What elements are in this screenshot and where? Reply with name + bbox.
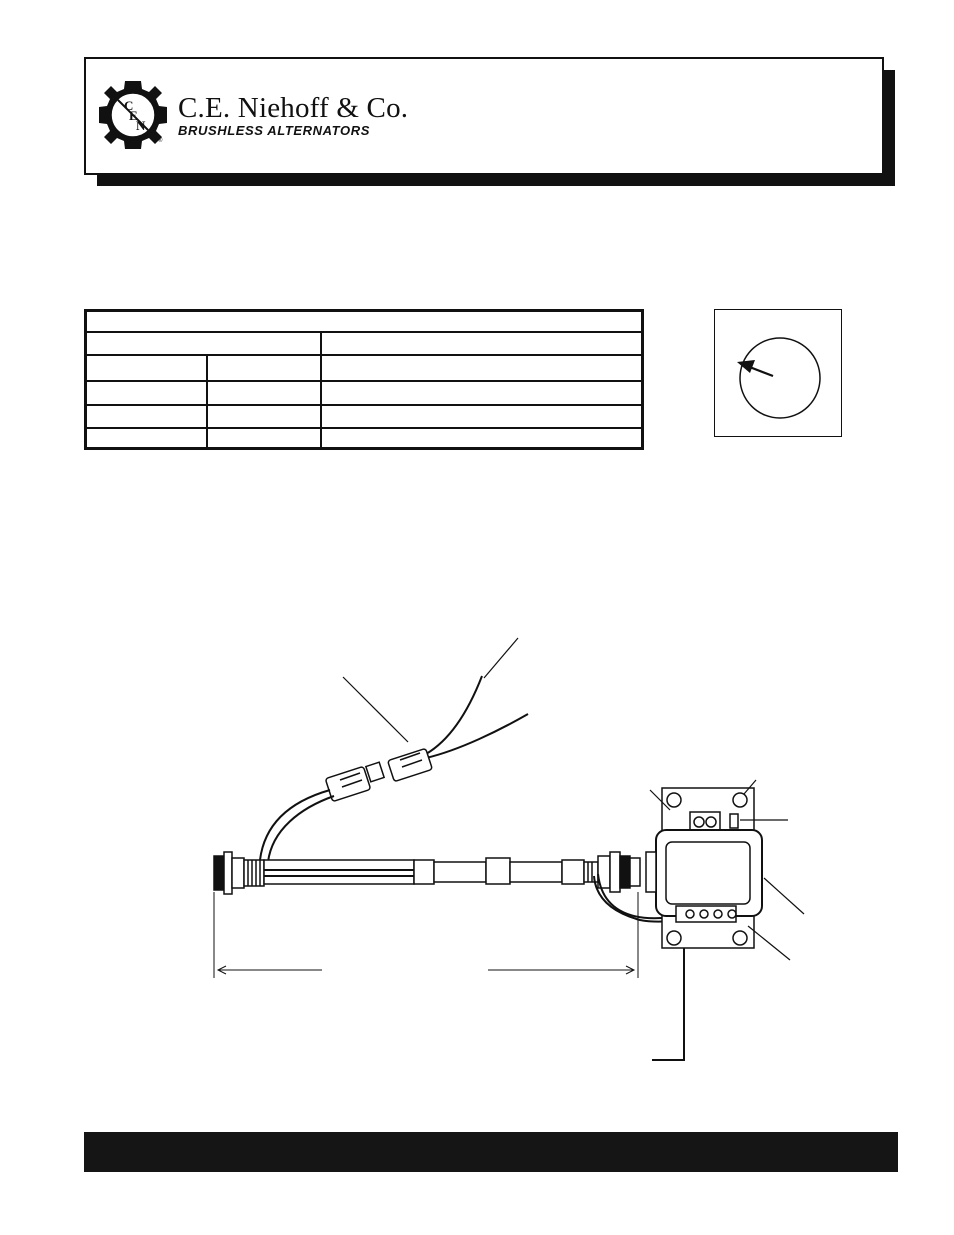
table-rule xyxy=(87,331,641,333)
table-rule xyxy=(87,380,641,382)
wire xyxy=(268,796,334,862)
harness-plug-right xyxy=(584,852,640,892)
table-col-divider xyxy=(320,333,322,447)
company-logo xyxy=(98,80,168,150)
spec-table xyxy=(84,309,644,450)
voltage-regulator xyxy=(646,830,762,922)
harness-diagram xyxy=(200,630,810,1070)
rotation-box xyxy=(714,309,842,437)
registered-mark: ® xyxy=(158,138,163,144)
harness-cable xyxy=(264,858,584,884)
rotation-arrow-head xyxy=(737,360,755,373)
weatherpack-connector xyxy=(325,748,432,801)
length-dimension xyxy=(214,892,638,978)
company-tagline: BRUSHLESS ALTERNATORS xyxy=(178,123,370,138)
table-col-divider xyxy=(206,356,208,447)
callout-leader xyxy=(484,638,518,678)
table-rule xyxy=(87,354,641,356)
callout-leader xyxy=(343,677,408,742)
gear-logo-icon xyxy=(98,80,168,150)
rotation-arrow-icon xyxy=(715,310,840,435)
logo-letter-c: C xyxy=(124,98,134,113)
callout-leader xyxy=(764,878,804,914)
logo-letter-n: N xyxy=(136,118,146,133)
logo-letter-e: E xyxy=(129,108,138,123)
footer-bar xyxy=(84,1132,898,1172)
rotation-circle xyxy=(740,338,820,418)
callout-leader xyxy=(652,948,684,1060)
harness-plug-left xyxy=(214,852,264,894)
table-rule xyxy=(87,404,641,406)
wire xyxy=(426,714,528,758)
company-name: C.E. Niehoff & Co. xyxy=(178,92,409,124)
table-rule xyxy=(87,427,641,429)
